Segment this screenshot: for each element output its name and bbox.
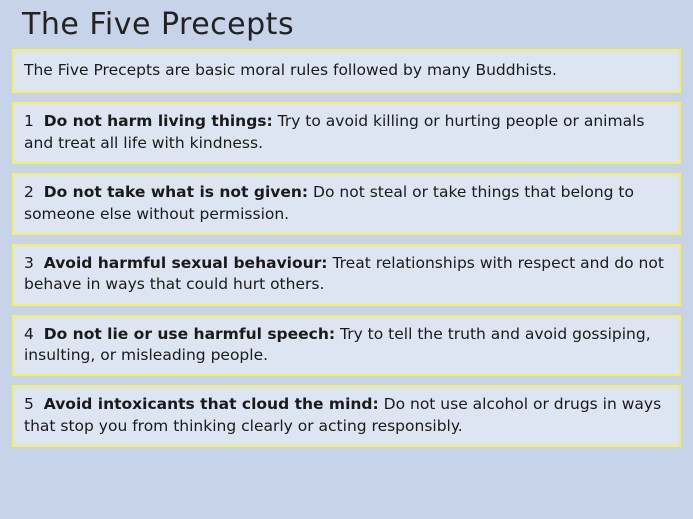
precept-text: Do not use alcohol or drugs in ways that stop you from thinking clearly or acting responsibly. (24, 395, 662, 435)
precept-lead: Do not take what is not given: (43, 183, 309, 202)
precept-lead: Do not harm living things: (43, 112, 273, 131)
precept-text: Try to tell the truth and avoid gossiping, insulting, or misleading people. (24, 324, 651, 364)
intro-box (12, 49, 681, 93)
precept-item (12, 102, 681, 164)
precept-number: 1 (24, 112, 34, 131)
precept-item (12, 315, 681, 377)
precept-number: 5 (24, 395, 34, 414)
precept-list (12, 49, 681, 447)
precept-lead: Do not lie or use harmful speech: (43, 324, 336, 343)
page-title: The Five Precepts (22, 7, 295, 42)
precept-text: Try to avoid killing or hurting people or animals and treat all life with kindness. (24, 112, 645, 152)
precept-text: Treat relationships with respect and do not behave in ways that could hurt others. (24, 253, 664, 294)
precept-item (12, 385, 681, 447)
precept-number: 3 (24, 253, 34, 272)
intro-text: The Five Precepts are basic moral rules followed by many Buddhists. (24, 61, 557, 79)
precept-lead: Avoid harmful sexual behaviour: (43, 253, 328, 272)
precept-number: 4 (24, 324, 34, 343)
precept-item (12, 173, 681, 235)
precept-number: 2 (24, 183, 34, 202)
precept-lead: Avoid intoxicants that cloud the mind: (43, 395, 379, 414)
precept-text: Do not steal or take things that belong to someone else without permission. (24, 183, 634, 223)
precept-item (12, 244, 681, 306)
